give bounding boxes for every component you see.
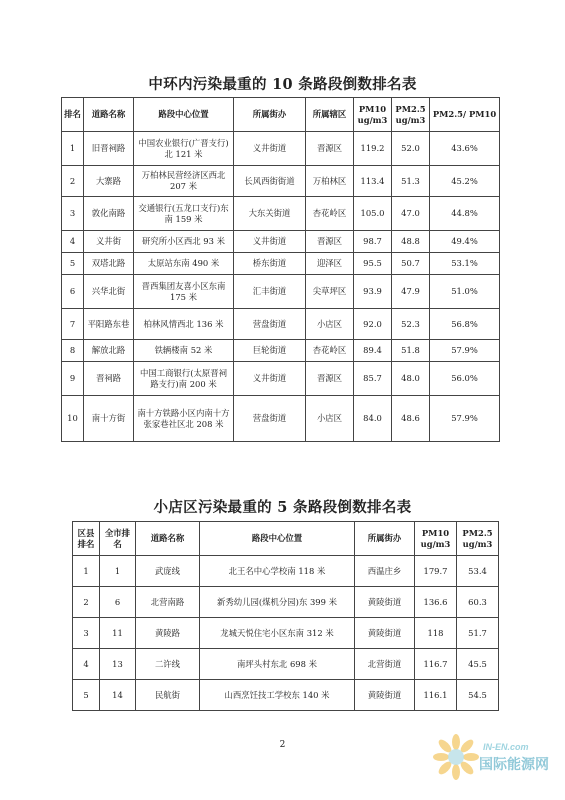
cell-rank: 3 <box>62 197 84 231</box>
header-pm10: PM10 ug/m3 <box>354 98 392 132</box>
header-center: 路段中心位置 <box>134 98 234 132</box>
cell-rank: 4 <box>62 231 84 253</box>
cell-ratio: 43.6% <box>430 132 500 166</box>
cell-city-rank: 13 <box>100 649 136 680</box>
table1-row <box>62 396 500 442</box>
cell-county-rank: 1 <box>73 556 100 587</box>
cell-road: 旧晋祠路 <box>84 132 134 166</box>
table2-row <box>73 587 499 618</box>
cell-pm10: 179.7 <box>415 556 457 587</box>
cell-street: 桥东街道 <box>234 253 306 275</box>
cell-pm10: 119.2 <box>354 132 392 166</box>
cell-road: 大寨路 <box>84 166 134 197</box>
cell-county-rank: 2 <box>73 587 100 618</box>
table2-row <box>73 680 499 711</box>
cell-pm10: 116.7 <box>415 649 457 680</box>
cell-rank: 9 <box>62 362 84 396</box>
cell-pm25: 52.3 <box>392 309 430 340</box>
header-street: 所属街办 <box>355 522 415 556</box>
cell-road: 解放北路 <box>84 340 134 362</box>
cell-pm10: 118 <box>415 618 457 649</box>
table1-row <box>62 362 500 396</box>
cell-ratio: 53.1% <box>430 253 500 275</box>
cell-street: 黄陵街道 <box>355 680 415 711</box>
cell-ratio: 57.9% <box>430 340 500 362</box>
cell-center: 万柏林民营经济区西北 207 米 <box>134 166 234 197</box>
cell-road: 南十方街 <box>84 396 134 442</box>
sunflower-icon <box>431 732 481 782</box>
cell-pm25: 51.3 <box>392 166 430 197</box>
cell-pm25: 52.0 <box>392 132 430 166</box>
table1-row <box>62 231 500 253</box>
cell-street: 义井街道 <box>234 132 306 166</box>
header-road: 道路名称 <box>84 98 134 132</box>
cell-pm25: 51.7 <box>457 618 499 649</box>
header-street: 所属街办 <box>234 98 306 132</box>
cell-street: 营盘街道 <box>234 396 306 442</box>
cell-ratio: 56.0% <box>430 362 500 396</box>
cell-rank: 8 <box>62 340 84 362</box>
header-ratio: PM2.5/ PM10 <box>430 98 500 132</box>
table2-title: 小店区污染最重的 5 条路段倒数排名表 <box>153 499 412 516</box>
cell-ratio: 57.9% <box>430 396 500 442</box>
header-pm25: PM2.5 ug/m3 <box>457 522 499 556</box>
cell-center: 新秀幼儿园(煤机分园)东 399 米 <box>200 587 355 618</box>
cell-road: 黄陵路 <box>136 618 200 649</box>
table1-row <box>62 275 500 309</box>
cell-center: 中国工商银行(太原晋祠路支行)南 200 米 <box>134 362 234 396</box>
cell-rank: 7 <box>62 309 84 340</box>
header-rank: 排名 <box>62 98 84 132</box>
cell-district: 杏花岭区 <box>306 340 354 362</box>
table1-row <box>62 132 500 166</box>
cell-pm25: 50.7 <box>392 253 430 275</box>
header-pm10: PM10 ug/m3 <box>415 522 457 556</box>
cell-ratio: 49.4% <box>430 231 500 253</box>
cell-ratio: 51.0% <box>430 275 500 309</box>
cell-pm25: 54.5 <box>457 680 499 711</box>
cell-pm10: 98.7 <box>354 231 392 253</box>
table2 <box>72 521 499 711</box>
watermark-logo <box>431 732 551 782</box>
cell-district: 晋源区 <box>306 362 354 396</box>
cell-road: 民航街 <box>136 680 200 711</box>
cell-district: 尖草坪区 <box>306 275 354 309</box>
watermark-line1: IN-EN.com <box>483 742 529 752</box>
cell-city-rank: 11 <box>100 618 136 649</box>
cell-pm25: 47.9 <box>392 275 430 309</box>
table1-row <box>62 309 500 340</box>
cell-city-rank: 6 <box>100 587 136 618</box>
table2-row <box>73 618 499 649</box>
cell-road: 双塔北路 <box>84 253 134 275</box>
page-number: 2 <box>279 740 286 750</box>
header-district: 所属辖区 <box>306 98 354 132</box>
cell-pm25: 53.4 <box>457 556 499 587</box>
cell-pm10: 93.9 <box>354 275 392 309</box>
table1-row <box>62 253 500 275</box>
cell-district: 小店区 <box>306 396 354 442</box>
cell-street: 北营街道 <box>355 649 415 680</box>
cell-pm25: 47.0 <box>392 197 430 231</box>
cell-district: 万柏林区 <box>306 166 354 197</box>
cell-pm10: 89.4 <box>354 340 392 362</box>
cell-district: 迎泽区 <box>306 253 354 275</box>
cell-center: 中国农业银行(广晋支行)北 121 米 <box>134 132 234 166</box>
table1-row <box>62 340 500 362</box>
table1 <box>61 97 500 442</box>
cell-center: 山西烹饪技工学校东 140 米 <box>200 680 355 711</box>
header-county-rank: 区县排名 <box>73 522 100 556</box>
cell-county-rank: 5 <box>73 680 100 711</box>
cell-pm10: 84.0 <box>354 396 392 442</box>
cell-ratio: 44.8% <box>430 197 500 231</box>
table1-row <box>62 197 500 231</box>
cell-city-rank: 1 <box>100 556 136 587</box>
cell-street: 西温庄乡 <box>355 556 415 587</box>
cell-road: 二许线 <box>136 649 200 680</box>
cell-rank: 5 <box>62 253 84 275</box>
cell-center: 晋西集团友喜小区东南 175 米 <box>134 275 234 309</box>
cell-center: 太原站东南 490 米 <box>134 253 234 275</box>
cell-center: 龙城天悦住宅小区东南 312 米 <box>200 618 355 649</box>
cell-pm10: 105.0 <box>354 197 392 231</box>
cell-road: 义井街 <box>84 231 134 253</box>
cell-road: 北营南路 <box>136 587 200 618</box>
cell-pm10: 116.1 <box>415 680 457 711</box>
cell-street: 黄陵街道 <box>355 587 415 618</box>
cell-pm25: 48.6 <box>392 396 430 442</box>
cell-pm25: 60.3 <box>457 587 499 618</box>
cell-ratio: 56.8% <box>430 309 500 340</box>
cell-rank: 10 <box>62 396 84 442</box>
cell-center: 柏林风情西北 136 米 <box>134 309 234 340</box>
cell-pm25: 48.0 <box>392 362 430 396</box>
cell-district: 小店区 <box>306 309 354 340</box>
cell-ratio: 45.2% <box>430 166 500 197</box>
cell-pm10: 92.0 <box>354 309 392 340</box>
cell-county-rank: 4 <box>73 649 100 680</box>
table1-title: 中环内污染最重的 10 条路段倒数排名表 <box>148 76 417 93</box>
cell-street: 长风西街街道 <box>234 166 306 197</box>
cell-district: 杏花岭区 <box>306 197 354 231</box>
cell-street: 巨轮街道 <box>234 340 306 362</box>
header-center: 路段中心位置 <box>200 522 355 556</box>
cell-city-rank: 14 <box>100 680 136 711</box>
cell-district: 晋源区 <box>306 231 354 253</box>
cell-pm10: 113.4 <box>354 166 392 197</box>
cell-rank: 6 <box>62 275 84 309</box>
header-pm25: PM2.5 ug/m3 <box>392 98 430 132</box>
cell-center: 北王名中心学校南 118 米 <box>200 556 355 587</box>
cell-road: 武庞线 <box>136 556 200 587</box>
cell-pm25: 51.8 <box>392 340 430 362</box>
cell-street: 义井街道 <box>234 231 306 253</box>
cell-center: 铁辆楼南 52 米 <box>134 340 234 362</box>
cell-rank: 2 <box>62 166 84 197</box>
header-city-rank: 全市排名 <box>100 522 136 556</box>
cell-pm25: 48.8 <box>392 231 430 253</box>
table2-row <box>73 649 499 680</box>
cell-center: 南坪头村东北 698 米 <box>200 649 355 680</box>
cell-street: 汇丰街道 <box>234 275 306 309</box>
header-road: 道路名称 <box>136 522 200 556</box>
cell-road: 平阳路东巷 <box>84 309 134 340</box>
table2-row <box>73 556 499 587</box>
cell-road: 敦化南路 <box>84 197 134 231</box>
cell-pm10: 95.5 <box>354 253 392 275</box>
cell-center: 南十方铁路小区内南十方张家巷社区北 208 米 <box>134 396 234 442</box>
cell-street: 黄陵街道 <box>355 618 415 649</box>
cell-rank: 1 <box>62 132 84 166</box>
cell-street: 义井街道 <box>234 362 306 396</box>
cell-district: 晋源区 <box>306 132 354 166</box>
table2-header-row <box>73 522 499 556</box>
cell-pm25: 45.5 <box>457 649 499 680</box>
watermark-line2: 国际能源网 <box>479 756 549 772</box>
cell-road: 晋祠路 <box>84 362 134 396</box>
cell-center: 研究所小区西北 93 米 <box>134 231 234 253</box>
cell-pm10: 85.7 <box>354 362 392 396</box>
table1-header-row <box>62 98 500 132</box>
table1-row <box>62 166 500 197</box>
cell-pm10: 136.6 <box>415 587 457 618</box>
cell-road: 兴华北街 <box>84 275 134 309</box>
cell-center: 交通银行(五龙口支行)东南 159 米 <box>134 197 234 231</box>
cell-county-rank: 3 <box>73 618 100 649</box>
cell-street: 大东关街道 <box>234 197 306 231</box>
cell-street: 营盘街道 <box>234 309 306 340</box>
